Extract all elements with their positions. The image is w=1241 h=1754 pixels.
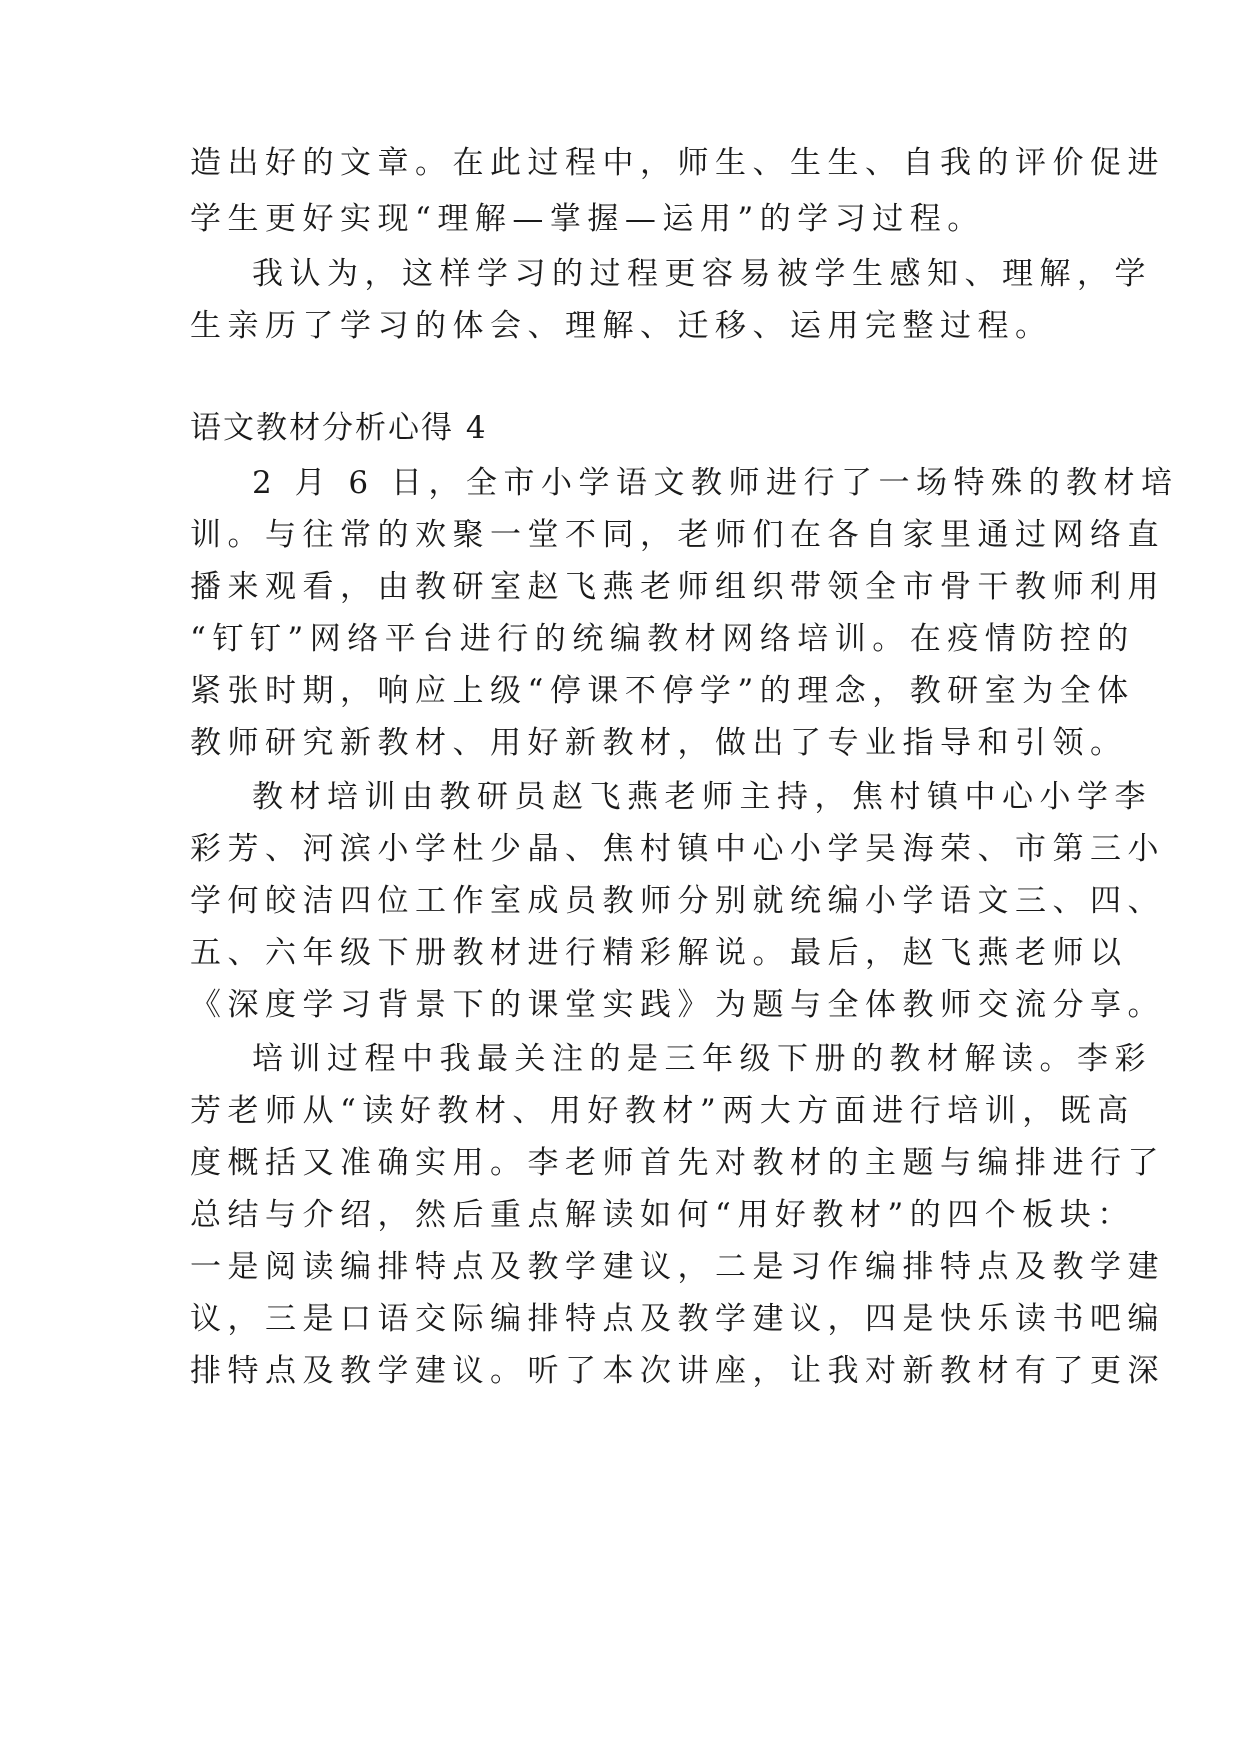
text-line: 我认为，这样学习的过程更容易被学生感知、理解，学 <box>252 256 1152 292</box>
text-line: 彩芳、河滨小学杜少晶、焦村镇中心小学吴海荣、市第三小 <box>190 831 1165 867</box>
text-line: 《深度学习背景下的课堂实践》为题与全体教师交流分享。 <box>190 987 1165 1023</box>
text-line: 芳老师从“读好教材、用好教材”两大方面进行培训，既高 <box>190 1093 1135 1129</box>
text-line: 生亲历了学习的体会、理解、迁移、运用完整过程。 <box>190 308 1053 344</box>
text-line: 造出好的文章。在此过程中，师生、生生、自我的评价促进 <box>190 145 1165 181</box>
text-line: “钉钉”网络平台进行的统编教材网络培训。在疫情防控的 <box>190 621 1135 657</box>
text-line: 训。与往常的欢聚一堂不同，老师们在各自家里通过网络直 <box>190 517 1165 553</box>
text-line: 播来观看，由教研室赵飞燕老师组织带领全市骨干教师利用 <box>190 569 1165 605</box>
section-heading: 语文教材分析心得 4 <box>190 410 488 446</box>
text-line: 2 月 6 日，全市小学语文教师进行了一场特殊的教材培 <box>252 465 1179 501</box>
text-line: 紧张时期，响应上级“停课不停学”的理念，教研室为全体 <box>190 673 1135 709</box>
text-line: 学生更好实现“理解—掌握—运用”的学习过程。 <box>190 201 985 237</box>
text-line: 教材培训由教研员赵飞燕老师主持，焦村镇中心小学李 <box>252 779 1152 815</box>
text-line: 教师研究新教材、用好新教材，做出了专业指导和引领。 <box>190 725 1128 761</box>
text-line: 度概括又准确实用。李老师首先对教材的主题与编排进行了 <box>190 1145 1165 1181</box>
text-line: 议，三是口语交际编排特点及教学建议，四是快乐读书吧编 <box>190 1301 1165 1337</box>
text-line: 学何皎洁四位工作室成员教师分别就统编小学语文三、四、 <box>190 883 1165 919</box>
text-line: 一是阅读编排特点及教学建议，二是习作编排特点及教学建 <box>190 1249 1165 1285</box>
text-line: 总结与介绍，然后重点解读如何“用好教材”的四个板块： <box>190 1197 1135 1233</box>
text-line: 培训过程中我最关注的是三年级下册的教材解读。李彩 <box>252 1041 1152 1077</box>
text-line: 五、六年级下册教材进行精彩解说。最后，赵飞燕老师以 <box>190 935 1128 971</box>
text-line: 排特点及教学建议。听了本次讲座，让我对新教材有了更深 <box>190 1353 1165 1389</box>
